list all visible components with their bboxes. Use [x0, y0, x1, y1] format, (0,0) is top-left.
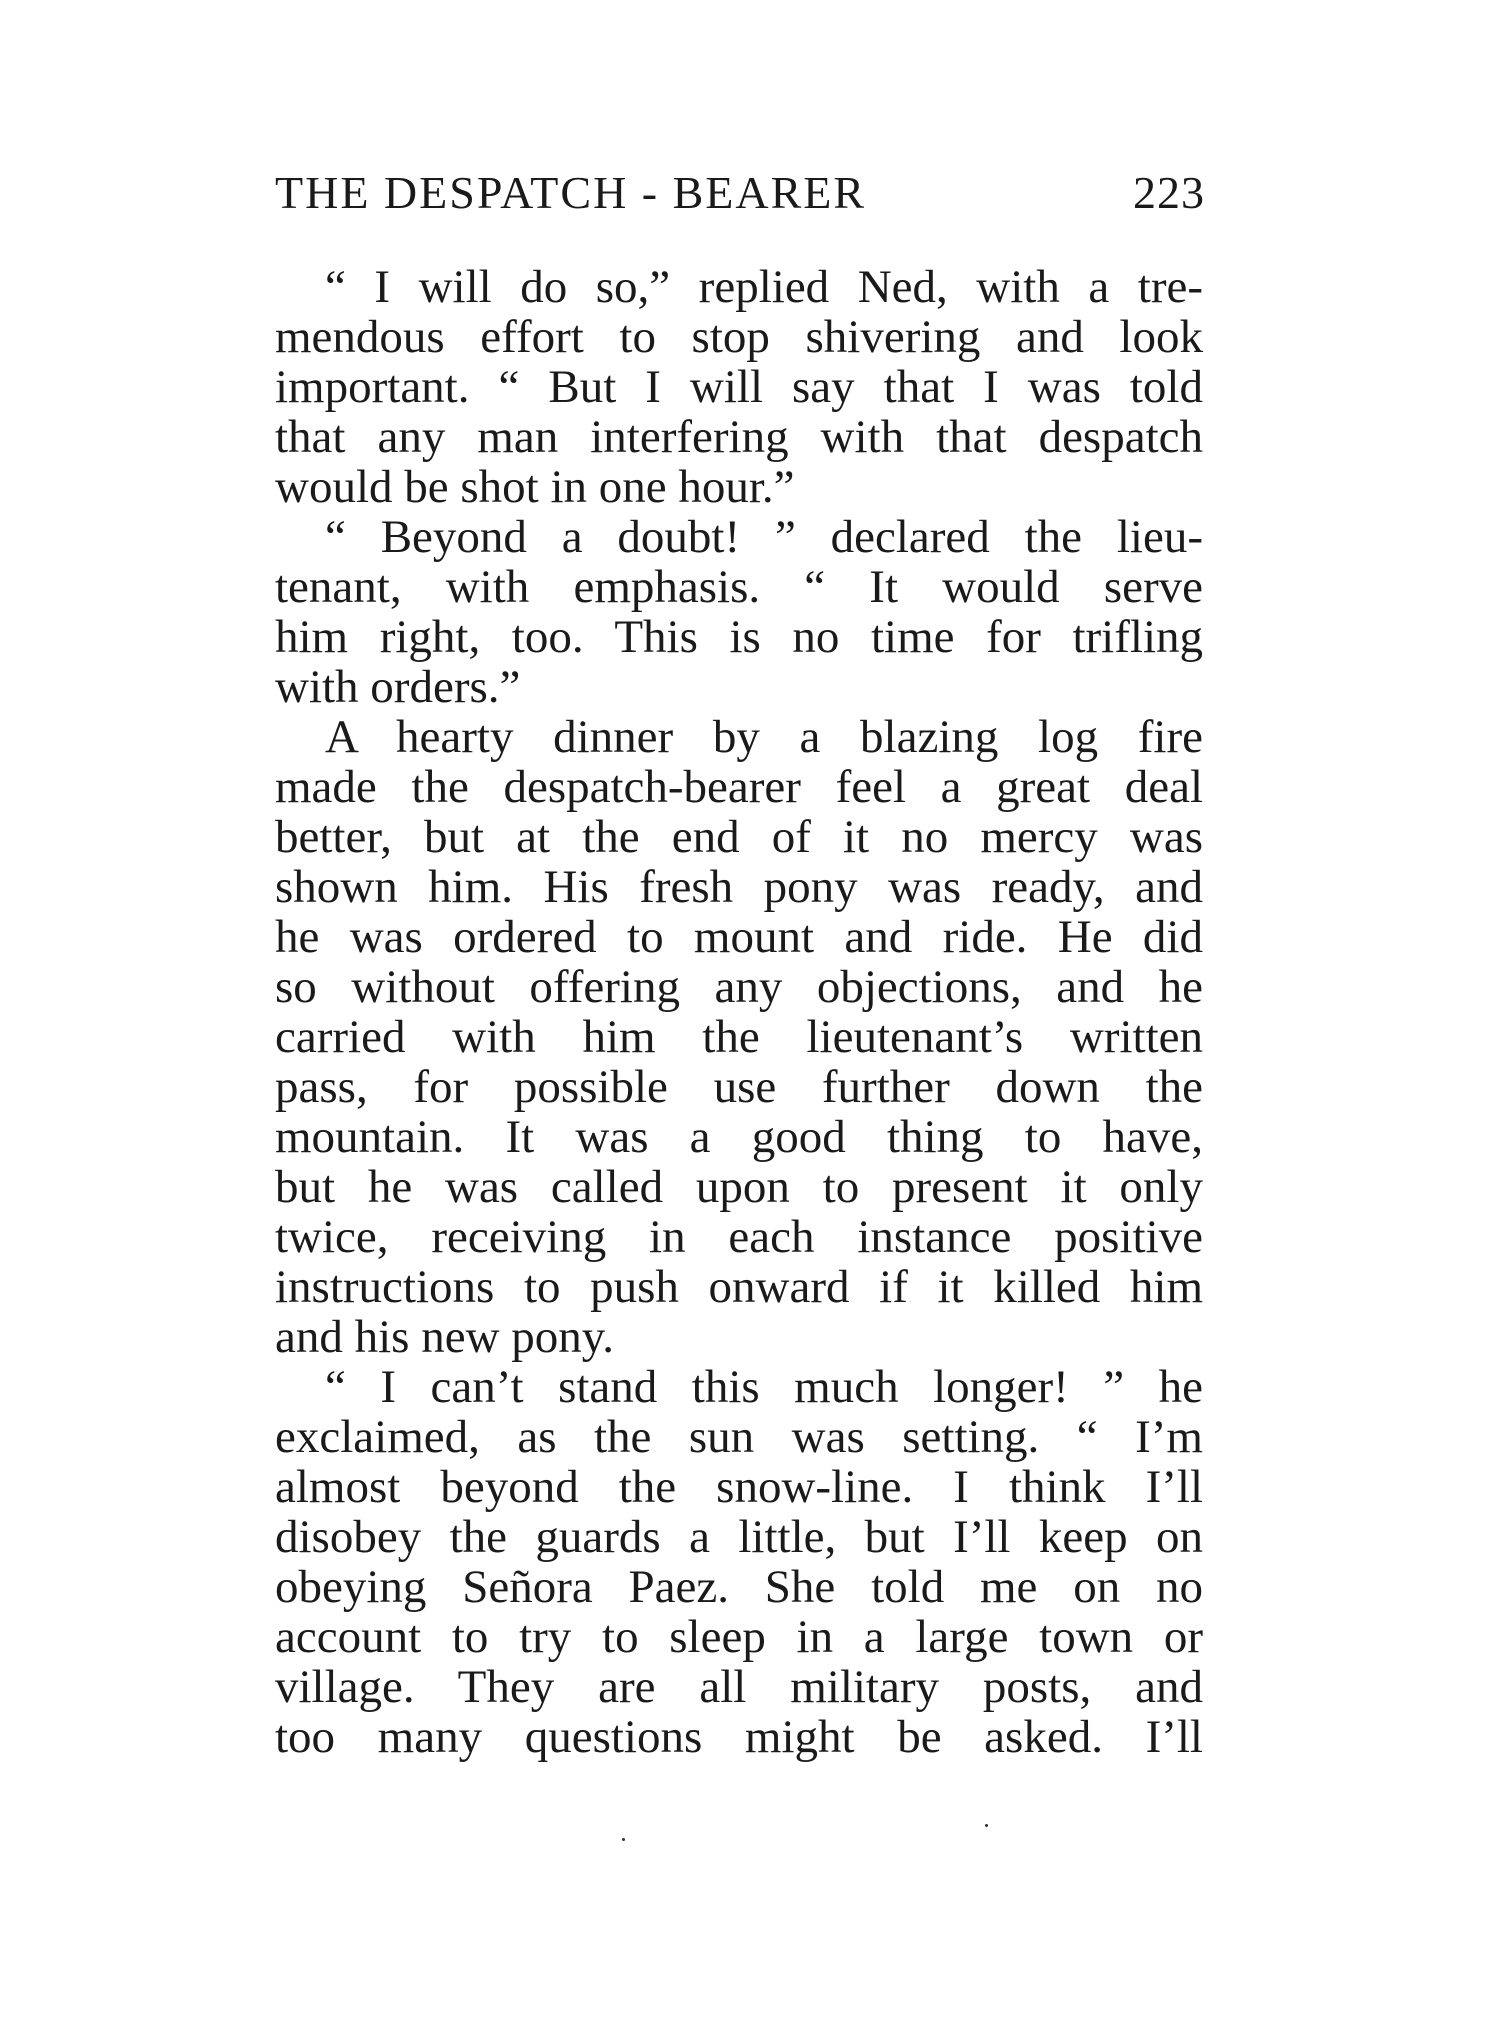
print-speck: [622, 1838, 625, 1841]
page-number: 223: [1133, 167, 1205, 218]
running-title: THE DESPATCH - BEARER: [275, 167, 867, 218]
text-line: obeying Señora Paez. She told me on no: [275, 1561, 1203, 1613]
text-line: that any man interfering with that despatch: [275, 411, 1203, 463]
text-line: shown him. His fresh pony was ready, and: [275, 861, 1203, 913]
text-line: mountain. It was a good thing to have,: [275, 1111, 1203, 1163]
text-line: “ I can’t stand this much longer! ” he: [325, 1361, 1203, 1413]
text-line: better, but at the end of it no mercy was: [275, 811, 1203, 863]
text-line: twice, receiving in each instance positive: [275, 1211, 1203, 1263]
running-header: [275, 163, 1205, 223]
text-line: “ Beyond a doubt! ” declared the lieu-: [325, 511, 1203, 563]
text-line: mendous effort to stop shivering and look: [275, 311, 1203, 363]
text-line: he was ordered to mount and ride. He did: [275, 911, 1203, 963]
text-line: “ I will do so,” replied Ned, with a tre-: [325, 261, 1203, 313]
text-line: with orders.”: [275, 661, 521, 713]
text-line: but he was called upon to present it only: [275, 1161, 1203, 1213]
text-line: important. “ But I will say that I was told: [275, 361, 1203, 413]
text-line: made the despatch-bearer feel a great deal: [275, 761, 1203, 813]
body-text: [275, 262, 1203, 1762]
text-line: too many questions might be asked. I’ll: [275, 1711, 1203, 1763]
text-line: tenant, with emphasis. “ It would serve: [275, 561, 1203, 613]
text-line: and his new pony.: [275, 1311, 614, 1363]
text-line: instructions to push onward if it killed him: [275, 1261, 1203, 1313]
print-speck: [985, 1824, 988, 1827]
text-line: would be shot in one hour.”: [275, 461, 795, 513]
text-line: account to try to sleep in a large town or: [275, 1611, 1203, 1663]
text-line: almost beyond the snow-line. I think I’ll: [275, 1461, 1203, 1513]
text-line: carried with him the lieutenant’s written: [275, 1011, 1203, 1063]
text-line: disobey the guards a little, but I’ll keep on: [275, 1511, 1203, 1563]
text-line: exclaimed, as the sun was setting. “ I’m: [275, 1411, 1203, 1463]
text-line: him right, too. This is no time for trifling: [275, 611, 1203, 663]
text-line: village. They are all military posts, and: [275, 1661, 1203, 1713]
text-line: pass, for possible use further down the: [275, 1061, 1203, 1113]
text-line: so without offering any objections, and he: [275, 961, 1203, 1013]
text-line: A hearty dinner by a blazing log fire: [325, 711, 1203, 763]
